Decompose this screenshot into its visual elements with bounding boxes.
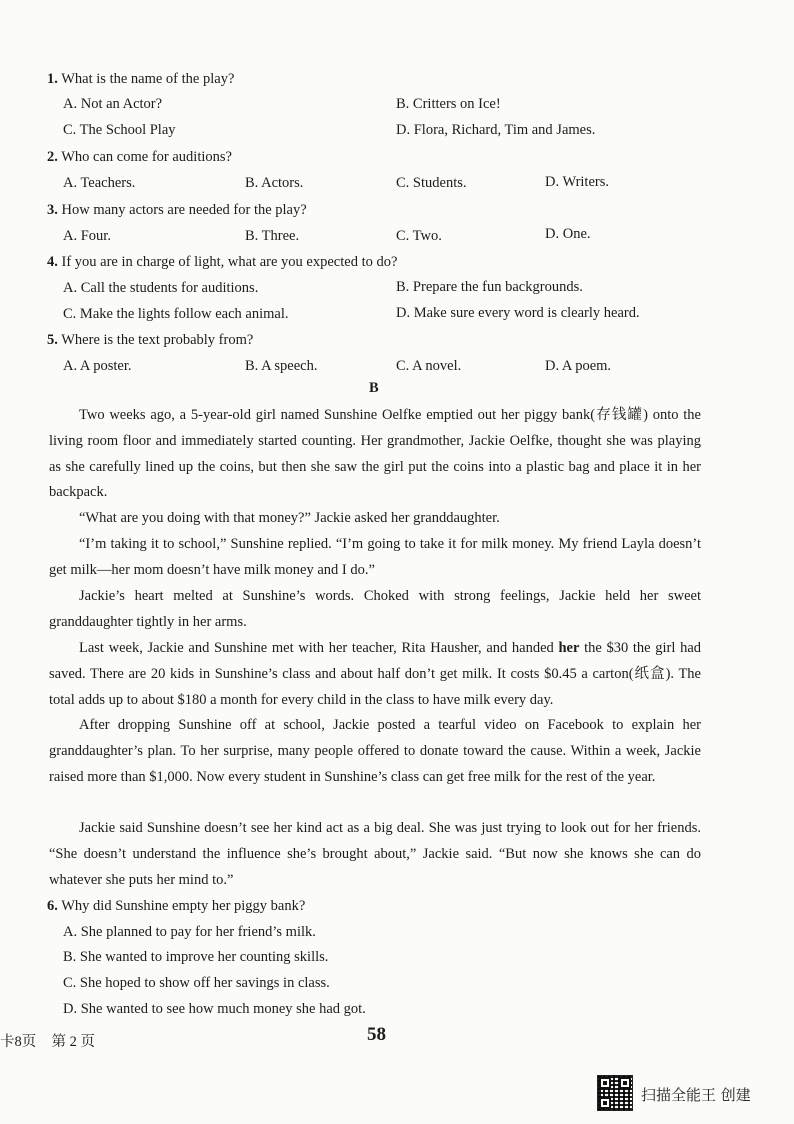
- passage-paragraph-6: After dropping Sunshine off at school, Jackie posted a tearful video on Facebook to explain her granddaughter’s plan. To her surprise, many people offered to donate toward the cause. Within a week, Jackie raised more than $1,000. Now every student in Sunshine’s class can get free milk for the rest of the year.: [49, 717, 701, 785]
- option-b: B. Three.: [245, 228, 300, 244]
- option-c: C. A novel.: [396, 358, 462, 374]
- option-b: B. Critters on Ice!: [396, 96, 501, 112]
- question-number: 5.: [47, 332, 58, 348]
- option-c: C. She hoped to show off her savings in class.: [63, 975, 330, 991]
- option-a: A. Teachers.: [63, 175, 136, 191]
- question-number: 6.: [47, 898, 58, 914]
- footer-page-label: 第 2 页: [51, 1034, 95, 1050]
- passage-paragraph-5: [49, 636, 701, 713]
- footer-fragment: 卡8页: [0, 1034, 37, 1050]
- question-3: [47, 201, 307, 219]
- option-a: A. Not an Actor?: [63, 96, 163, 112]
- option-d: D. She wanted to see how much money she had got.: [63, 1001, 366, 1017]
- option-b: B. She wanted to improve her counting skills.: [63, 949, 329, 965]
- scanner-watermark: 扫描全能王 创建: [641, 1086, 751, 1104]
- question-number: 1.: [47, 71, 58, 87]
- option-d: D. Flora, Richard, Tim and James.: [396, 122, 596, 138]
- question-2: [47, 148, 232, 166]
- passage-paragraph-3: “I’m taking it to school,” Sunshine replied. “I’m going to take it for milk money. My friend Layla doesn’t get milk—her mom doesn’t have milk money and I do.”: [49, 536, 701, 578]
- question-number: 2.: [47, 149, 58, 165]
- question-text: Who can come for auditions?: [61, 149, 232, 165]
- paragraph-5-text-end: the $30 the girl had saved. There are 20 kids in Sunshine’s class and about half don’t get milk. It costs $0.45 a carton(纸盒). The total adds up to about $180 a month for every child in the class to have milk every day.: [49, 640, 701, 708]
- option-d: D. Make sure every word is clearly heard.: [396, 305, 640, 321]
- option-c: C. Make the lights follow each animal.: [63, 306, 289, 322]
- paragraph-5-text-start: Last week, Jackie and Sunshine met with her teacher, Rita Hausher, and handed: [79, 640, 554, 656]
- qr-code-icon: [597, 1075, 633, 1111]
- passage-paragraph-1: Two weeks ago, a 5-year-old girl named Sunshine Oelfke emptied out her piggy bank(存钱罐) onto the living room floor and immediately started counting. Her grandmother, Jackie Oelfke, thought she was playing as she carefully lined up the coins, but then she saw the girl put the coins into a plastic bag and place it in her backpack.: [49, 407, 701, 501]
- question-text: If you are in charge of light, what are you expected to do?: [61, 254, 398, 270]
- question-1: [47, 70, 234, 88]
- option-a: A. A poster.: [63, 358, 132, 374]
- option-b: B. Prepare the fun backgrounds.: [396, 279, 583, 295]
- option-d: D. One.: [545, 226, 591, 242]
- option-a: A. She planned to pay for her friend’s milk.: [63, 924, 316, 940]
- question-number: 4.: [47, 254, 58, 270]
- section-b-heading: B: [369, 380, 379, 396]
- question-number: 3.: [47, 202, 58, 218]
- option-c: C. Students.: [396, 175, 467, 191]
- option-a: A. Call the students for auditions.: [63, 280, 259, 296]
- option-c: C. The School Play: [63, 122, 176, 138]
- option-d: D. Writers.: [545, 174, 609, 190]
- question-text: Why did Sunshine empty her piggy bank?: [61, 898, 306, 914]
- option-a: A. Four.: [63, 228, 111, 244]
- passage-paragraph-4: Jackie’s heart melted at Sunshine’s words. Choked with strong feelings, Jackie held her sweet granddaughter tightly in her arms.: [49, 588, 701, 630]
- question-4: [47, 253, 397, 271]
- option-d: D. A poem.: [545, 358, 612, 374]
- option-b: B. Actors.: [245, 175, 304, 191]
- passage-paragraph-2: “What are you doing with that money?” Jackie asked her granddaughter.: [79, 510, 500, 526]
- passage-paragraph-7: Jackie said Sunshine doesn’t see her kind act as a big deal. She was just trying to look out for her friends. “She doesn’t understand the influence she’s brought about,” Jackie said. “But now she knows she can do whatever she puts her mind to.”: [49, 820, 701, 888]
- question-text: Where is the text probably from?: [61, 332, 254, 348]
- question-6: [47, 897, 305, 915]
- question-text: How many actors are needed for the play?: [61, 202, 307, 218]
- page-number: 58: [367, 1024, 386, 1045]
- footer-left: [0, 1030, 95, 1051]
- question-5: [47, 331, 253, 349]
- option-c: C. Two.: [396, 228, 442, 244]
- emphasized-word: her: [558, 640, 580, 656]
- option-b: B. A speech.: [245, 358, 318, 374]
- question-text: What is the name of the play?: [61, 71, 235, 87]
